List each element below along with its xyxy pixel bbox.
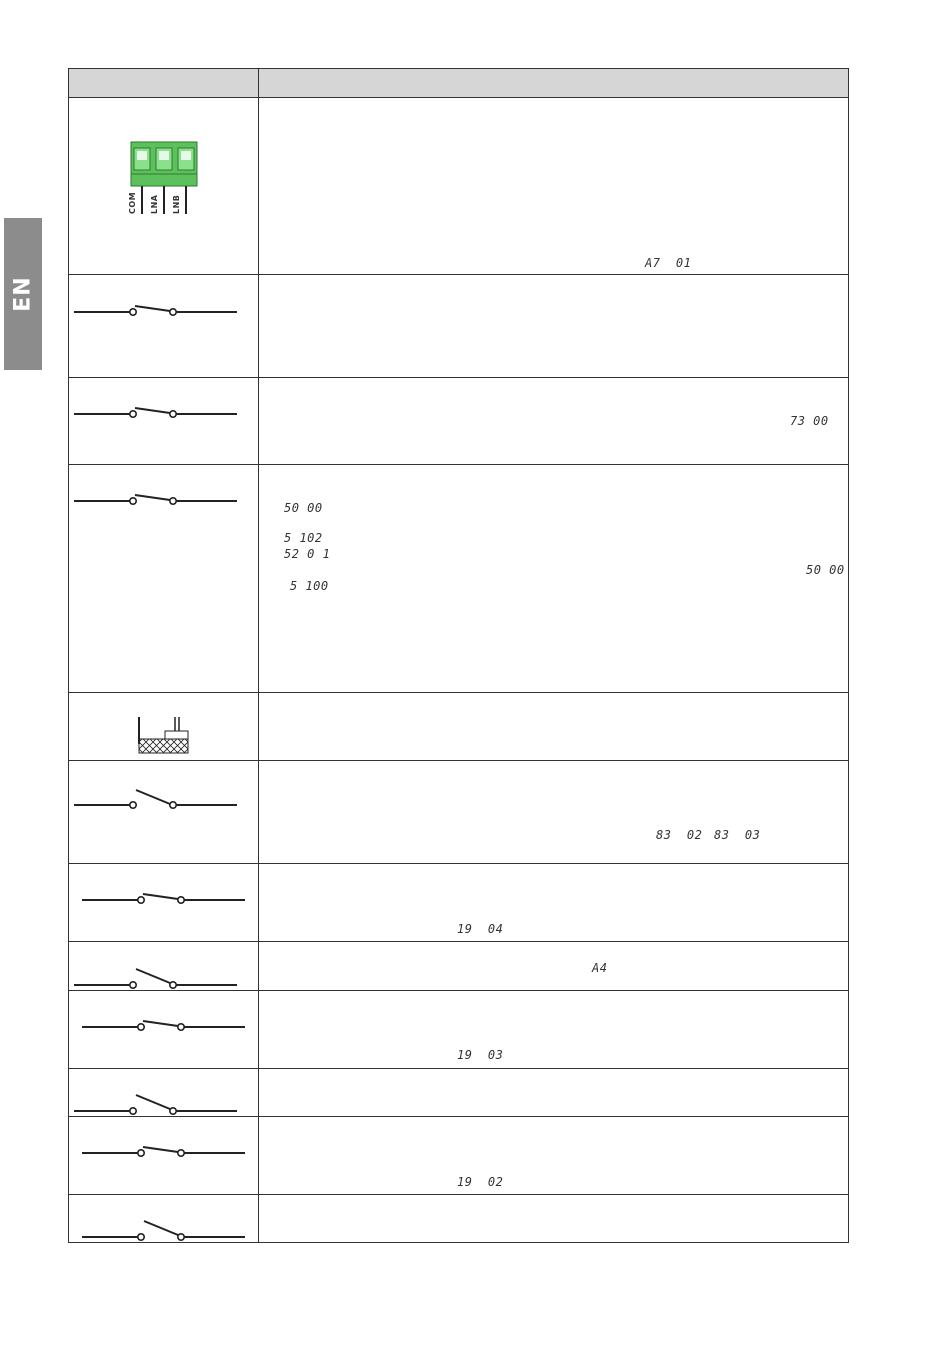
nc-contact-icon	[82, 1141, 246, 1165]
display-code: A7 01	[645, 256, 692, 270]
table-header	[68, 68, 849, 98]
row-divider	[68, 1068, 849, 1069]
nc-contact-icon	[82, 888, 246, 912]
column-divider	[258, 68, 259, 1243]
display-code: 19 02	[457, 1175, 504, 1189]
row-divider	[68, 941, 849, 942]
row-divider	[68, 760, 849, 761]
row-divider	[68, 1194, 849, 1195]
safety-edge-icon	[132, 714, 194, 758]
display-code: 5 100	[290, 579, 329, 593]
nc-contact-icon	[74, 489, 238, 513]
terminal-label-lna: LNA	[150, 194, 159, 214]
display-code: 52 0 1	[284, 547, 331, 561]
display-code: 19 04	[457, 922, 504, 936]
no-contact-icon	[82, 1218, 246, 1244]
display-code: 83 02	[656, 828, 703, 842]
display-code: 19 03	[457, 1048, 504, 1062]
row-divider	[68, 377, 849, 378]
row-divider	[68, 692, 849, 693]
row-divider	[68, 274, 849, 275]
language-tab-label: EN	[10, 276, 36, 312]
terminal-label-lnb: LNB	[172, 194, 181, 214]
nc-contact-icon	[74, 402, 238, 426]
nc-contact-icon	[74, 300, 238, 324]
display-code: 50 00	[284, 501, 323, 515]
row-divider	[68, 464, 849, 465]
nc-contact-icon	[82, 1015, 246, 1039]
no-contact-icon	[74, 966, 238, 992]
display-code: 50 00	[806, 563, 845, 577]
display-code: A4	[592, 961, 608, 975]
display-code: 5 102	[284, 531, 323, 545]
no-contact-icon	[74, 786, 238, 816]
row-divider	[68, 863, 849, 864]
wiring-table	[68, 68, 849, 1243]
display-code: 83 03	[714, 828, 761, 842]
display-code: 73 00	[790, 414, 829, 428]
no-contact-icon	[74, 1092, 238, 1118]
terminal-label-com: COM	[128, 191, 137, 214]
language-tab	[4, 218, 42, 370]
